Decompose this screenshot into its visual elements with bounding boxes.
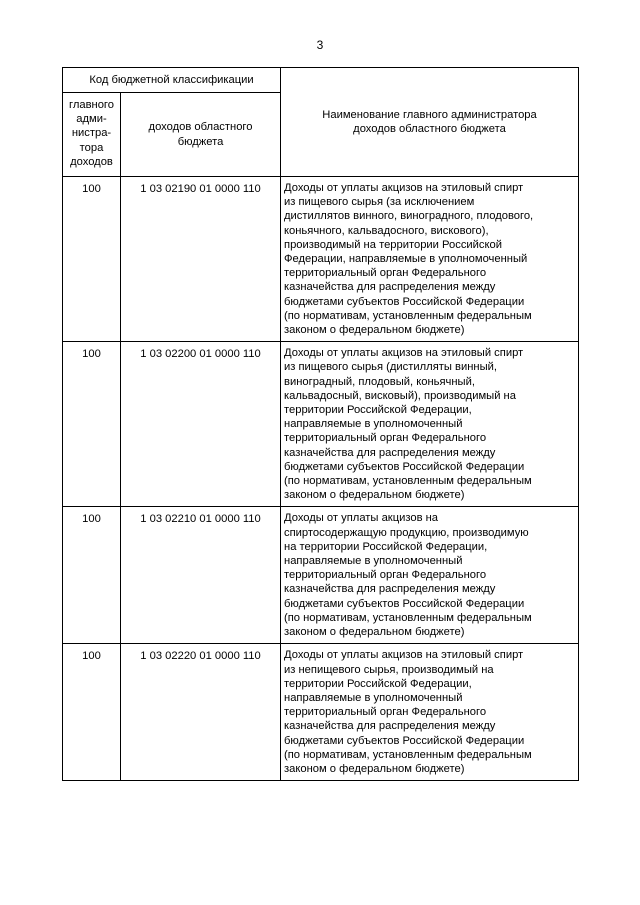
revenue-name-line: территории Российской Федерации, (284, 677, 472, 690)
header-admin-column (63, 93, 121, 177)
table-row (63, 342, 579, 507)
revenue-name-line: дистиллятов винного, виноградного, плодового, (284, 210, 534, 223)
revenue-name-line: бюджетами субъектов Российской Федерации (284, 460, 525, 473)
header-admin-line: тора (79, 141, 104, 154)
revenue-name-line: Доходы от уплаты акцизов на этиловый спирт (284, 649, 524, 662)
revenue-name-line: законом о федеральном бюджете) (284, 626, 465, 639)
revenue-name-line: (по нормативам, установленным федеральным (284, 748, 532, 761)
table-row (63, 177, 579, 342)
revenue-name-cell (281, 177, 579, 342)
revenue-name-line: территориальный орган Федерального (284, 432, 487, 445)
budget-code-cell: 1 03 02200 01 0000 110 (121, 342, 281, 507)
header-classification-group: Код бюджетной классификации (63, 68, 281, 93)
revenue-name-line: бюджетами субъектов Российской Федерации (284, 734, 525, 747)
revenue-name-line: из пищевого сырья (дистилляты винный, (284, 361, 497, 374)
revenue-name-cell (281, 507, 579, 644)
header-name-column (281, 68, 579, 177)
admin-code-cell: 100 (63, 177, 121, 342)
revenue-name-line: из пищевого сырья (за исключением (284, 196, 475, 209)
revenue-name-line: Доходы от уплаты акцизов на (284, 512, 439, 525)
revenue-name-line: коньячного, кальвадосного, вискового), (284, 224, 489, 237)
revenue-name-line: Федерации, направляемые в уполномоченный (284, 253, 528, 266)
budget-code-cell: 1 03 02220 01 0000 110 (121, 644, 281, 781)
revenue-name-line: из непищевого сырья, производимый на (284, 663, 494, 676)
revenue-name-line: Доходы от уплаты акцизов на этиловый спирт (284, 347, 524, 360)
revenue-name-line: спиртосодержащую продукцию, производимую (284, 526, 529, 539)
revenue-name-line: бюджетами субъектов Российской Федерации (284, 295, 525, 308)
revenue-name-line: казначейства для распределения между (284, 281, 496, 294)
admin-code-cell: 100 (63, 507, 121, 644)
revenue-name-line: направляемые в уполномоченный (284, 418, 463, 431)
revenue-name-line: (по нормативам, установленным федеральным (284, 309, 532, 322)
revenue-name-line: бюджетами субъектов Российской Федерации (284, 597, 525, 610)
page-number: 3 (316, 38, 324, 52)
revenue-name-line: законом о федеральном бюджете) (284, 762, 465, 775)
table-row (63, 507, 579, 644)
revenue-name-line: (по нормативам, установленным федеральным (284, 475, 532, 488)
revenue-name-line: законом о федеральном бюджете) (284, 324, 465, 337)
revenue-name-line: на территории Российской Федерации, (284, 540, 488, 553)
header-admin-line: адми- (76, 113, 107, 126)
table-row (63, 644, 579, 781)
header-code-column (121, 93, 281, 177)
revenue-name-line: кальвадосный, висковый), производимый на (284, 389, 516, 402)
revenue-name-line: территориальный орган Федерального (284, 267, 487, 280)
revenue-name-cell (281, 342, 579, 507)
revenue-name-cell (281, 644, 579, 781)
revenue-name-line: направляемые в уполномоченный (284, 555, 463, 568)
admin-code-cell: 100 (63, 342, 121, 507)
header-admin-line: нистра- (71, 127, 112, 140)
revenue-name-line: территориальный орган Федерального (284, 569, 487, 582)
table-body (63, 177, 579, 781)
budget-classification-table (62, 67, 579, 781)
header-code-line: доходов областного (148, 121, 253, 134)
header-name-line: Наименование главного администратора (322, 108, 537, 121)
revenue-name-line: казначейства для распределения между (284, 446, 496, 459)
revenue-name-line: территории Российской Федерации, (284, 404, 472, 417)
revenue-name-line: виноградный, плодовый, коньячный, (284, 375, 475, 388)
header-code-line: бюджета (177, 135, 224, 148)
revenue-name-line: (по нормативам, установленным федеральным (284, 611, 532, 624)
revenue-name-line: направляемые в уполномоченный (284, 691, 463, 704)
revenue-name-line: казначейства для распределения между (284, 720, 496, 733)
header-admin-line: главного (69, 99, 114, 111)
revenue-name-line: территориальный орган Федерального (284, 706, 487, 719)
header-admin-line: доходов (70, 155, 113, 168)
budget-code-cell: 1 03 02190 01 0000 110 (121, 177, 281, 342)
header-name-line: доходов областного бюджета (353, 123, 506, 135)
revenue-name-line: законом о федеральном бюджете) (284, 489, 465, 502)
revenue-name-line: казначейства для распределения между (284, 583, 496, 596)
budget-code-cell: 1 03 02210 01 0000 110 (121, 507, 281, 644)
revenue-name-line: Доходы от уплаты акцизов на этиловый спирт (284, 182, 524, 194)
revenue-name-line: производимый на территории Российской (284, 238, 502, 251)
admin-code-cell: 100 (63, 644, 121, 781)
